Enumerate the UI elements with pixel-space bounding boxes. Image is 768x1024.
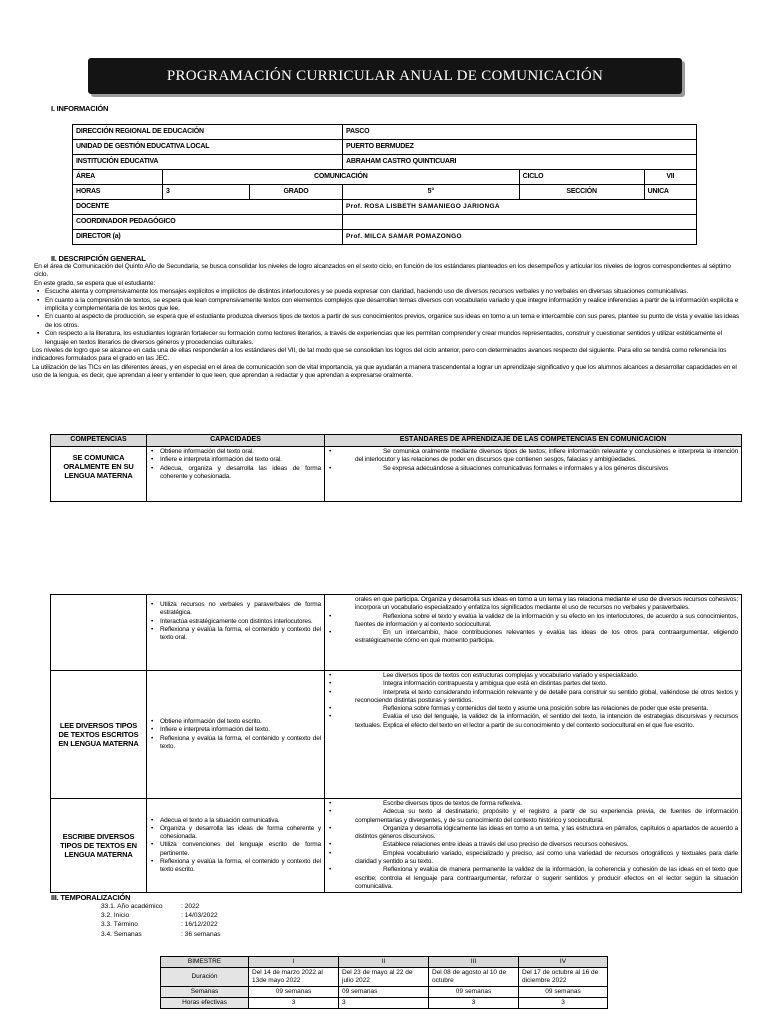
item-value: : 36 semanas	[181, 930, 221, 938]
list-item: • Reflexiona sobre el texto y evalúa la validez de la información y su efecto en los interlocutores, de acuerdo a sus conocimientos, fuentes de información y al contexto sociocultural.	[355, 613, 738, 630]
intro-paragraph: En el área de Comunicación del Quinto Año de Secundaria, se busca consolidar los niveles de logro alcanzados en el sexto ciclo, en función de los estándares planteados en los desempeños y articular los niveles de logros correspondientes al séptimo ciclo.	[34, 263, 731, 279]
list-item: • Infiere e interpreta información del texto.	[150, 726, 321, 734]
dre-label: DIRECCIÓN REGIONAL DE EDUCACIÓN	[73, 125, 343, 140]
grado-label: GRADO	[250, 185, 343, 200]
semanas-cell: 09 semanas	[339, 987, 429, 998]
list-item: • Obtiene información del texto oral.	[150, 448, 321, 456]
header-bim-4: IV	[519, 957, 608, 968]
capacities-cell	[147, 671, 325, 799]
list-item: • Reflexiona y evalúa de manera permanente la validez de la información, la coherencia y cohesión de las ideas en el texto que escribe; controla el lenguaje para contraargumentar, reforzar o sugerir sentidos y producir efectos en el lector según la situación comunicativa.	[355, 866, 738, 891]
ciclo-value: VII	[644, 170, 696, 185]
list-item	[101, 930, 221, 939]
header-bim-3: III	[429, 957, 519, 968]
item-key: 3.4. Semanas	[101, 930, 142, 938]
list-item: • Reflexiona y evalúa la forma, el contenido y contexto del texto escrito.	[150, 858, 321, 875]
section-1-heading: I. INFORMACIÓN	[51, 104, 109, 113]
list-item: • Establece relaciones entre ideas a través del uso preciso de diversos recursos cohesivos.	[355, 841, 738, 849]
director-label: DIRECTOR (a)	[73, 230, 343, 245]
list-item: • Adecua, organiza y desarrolla las ideas de forma coherente y cohesionada.	[150, 465, 321, 482]
page-title: PROGRAMACIÓN CURRICULAR ANUAL DE COMUNICACIÓN	[166, 68, 604, 84]
header-estandares: ESTÁNDARES DE APRENDIZAJE DE LAS COMPETENCIAS EN COMUNICACIÓN	[325, 435, 742, 447]
ugel-label: UNIDAD DE GESTIÓN EDUCATIVA LOCAL	[73, 140, 343, 155]
list-item: • Evalúa el uso del lenguaje, la validez de la información, el sentido del texto, la intención de estrategias discursivas y recursos textuales. Explica el efecto del texto en el lector a partir de su conocimiento y del contexto sociocultural en el que fue escrito.	[355, 713, 738, 730]
standards-cell	[325, 799, 742, 893]
item-key: 33.1. Año académico	[101, 903, 163, 910]
horas-cell: 3	[249, 998, 339, 1009]
competencies-table-part2	[50, 594, 742, 893]
item-key: 3.3. Término	[101, 921, 138, 929]
list-item: • Lee diversos tipos de textos con estructuras complejas y vocabulario variado y especializado.	[355, 672, 738, 680]
bimestre-table	[160, 956, 608, 1009]
list-item: orales en que participa. Organiza y desarrolla sus ideas en torno a un tema y las relaciona mediante el uso de diversos recursos cohesivos; incorpora un vocabulario especializado y enfatiza los significados mediante el uso de recursos no verbales y paraverbales.	[355, 596, 738, 612]
duracion-cell: Del 23 de mayo al 22 de julio 2022	[339, 968, 429, 987]
list-item: • Reflexiona y evalúa la forma, el contenido y contexto del texto.	[150, 735, 321, 752]
duracion-cell: Del 14 de marzo 2022 al 13de mayo 2022	[249, 968, 339, 987]
horas-cell: 3	[339, 998, 429, 1009]
seccion-label: SECCIÓN	[519, 185, 644, 200]
duracion-label: Duración	[161, 968, 249, 987]
section-2-heading: II. DESCRIPCIÓN GENERAL	[51, 254, 146, 263]
competency-escribe: ESCRIBE DIVERSOS TIPOS DE TEXTOS EN LENGUA MATERNA	[51, 799, 147, 893]
header-bim-2: II	[339, 957, 429, 968]
list-item: ▪ Escuche atenta y comprensivamente los mensajes explícitos e implícitos de distintos interlocutores y se pueda expresar con claridad, haciendo uso de diversos recursos verbales y no verbales en diversas situaciones comunicativas.	[34, 288, 746, 296]
docente-label: DOCENTE	[73, 200, 343, 215]
dre-value: PASCO	[343, 125, 697, 140]
docente-value: Prof. ROSA LISBETH SAMANIEGO JARIONGA	[343, 200, 697, 215]
list-item: • Interactúa estratégicamente con distintos interlocutores.	[150, 618, 321, 626]
capacities-cell	[147, 595, 325, 671]
horas-cell: 3	[519, 998, 608, 1009]
horas-label: HORAS	[73, 185, 163, 200]
list-item	[101, 902, 221, 911]
list-item: • Obtiene información del texto escrito.	[150, 718, 321, 726]
semanas-cell: 09 semanas	[519, 987, 608, 998]
capacities-cell	[147, 447, 325, 502]
duracion-cell: Del 08 de agosto al 10 de octubre	[429, 968, 519, 987]
list-item	[101, 911, 221, 920]
general-description	[34, 263, 746, 381]
item-key: 3.2. Inicio	[101, 912, 130, 920]
list-item: • Escribe diversos tipos de textos de forma reflexiva.	[355, 800, 738, 808]
outro-paragraph: Los niveles de logro que se alcance en cada una de ellas responderán a los estándares del VII, de tal modo que se consolidan los logros del ciclo anterior, pero con determinados avances respecto del siguiente. Para ello se tendrá como referencia los indicadores formulados para el grado en las JEC.	[32, 347, 727, 363]
list-item	[101, 920, 221, 929]
header-bim-1: I	[249, 957, 339, 968]
info-table	[72, 124, 697, 245]
competencies-table-part1	[50, 434, 742, 502]
list-item: • En un intercambio, hace contribuciones relevantes y evalúa las ideas de los otros para contraargumentar, eligiendo estratégicamente cómo en qué momento participa.	[355, 629, 738, 646]
area-value: COMUNICACIÓN	[163, 170, 520, 185]
list-item: ▪ Con respecto a la literatura, los estudiantes lograrán fortalecer su formación como lectores literarios, a través de experiencias que les permitan comprender y crear mundos representados, construir y cuestionar sentidos y utilizar estéticamente el lenguaje en textos literarios de diversos géneros y procedencias culturales.	[34, 330, 746, 347]
list-item: • Se expresa adecuándose a situaciones comunicativas formales e informales y a los géneros discursivos	[355, 465, 738, 473]
section-3-heading: III. TEMPORALIZACIÓN	[51, 893, 131, 902]
standards-cell	[325, 671, 742, 799]
header-competencias: COMPETENCIAS	[51, 435, 147, 447]
capacities-cell	[147, 799, 325, 893]
area-label: ÁREA	[73, 170, 163, 185]
list-item: • Utiliza convenciones del lenguaje escrito de forma pertinente.	[150, 841, 321, 858]
standards-cell	[325, 595, 742, 671]
competency-lee: LEE DIVERSOS TIPOS DE TEXTOS ESCRITOS EN LENGUA MATERNA	[51, 671, 147, 799]
title-banner	[88, 58, 682, 94]
list-item: • Reflexiona sobre formas y contenidos del texto y asume una posición sobre las relaciones de poder que este presenta.	[355, 705, 738, 713]
temporalization-list	[101, 902, 221, 939]
list-item: • Organiza y desarrolla lógicamente las ideas en torno a un tema, y las estructura en párrafos, capítulos o apartados de acuerdo a distintos géneros discursivos.	[355, 825, 738, 842]
item-value: : 2022	[181, 903, 200, 910]
seccion-value: UNICA	[644, 185, 696, 200]
intro-line: En este grado, se espera que el estudiante:	[34, 279, 156, 287]
list-item: • Interpreta el texto considerando información relevante y de detalle para construir su sentido global, valiéndose de otros textos y reconociendo distintas posturas y sentidos.	[355, 689, 738, 706]
tics-paragraph: La utilización de las TICs en las diferentes áreas, y en especial en el área de comunicación son de vital importancia, ya que ayudarán a manera trascendental a lograr un aprendizaje significativo y que los alumnos alcances a desarrollar capacidades en el uso de la lengua, es decir, que aprendan a leer y entender lo que leen, que aprendan a redactar y que aprendan a expresarse oralmente.	[32, 363, 737, 380]
list-item: • Utiliza recursos no verbales y paraverbales de forma estratégica.	[150, 601, 321, 618]
semanas-label: Semanas	[161, 987, 249, 998]
item-value: : 14/03/2022	[181, 912, 218, 920]
grado-value: 5°	[343, 185, 520, 200]
horas-efectivas-label: Horas efectivas	[161, 998, 249, 1009]
list-item: • Emplea vocabulario variado, especializado y preciso, así como una variedad de recursos ortográficos y textuales para darle claridad y sentido a su texto.	[355, 850, 738, 867]
list-item: • Organiza y desarrolla las ideas de forma coherente y cohesionada.	[150, 825, 321, 842]
expectations-list	[34, 288, 746, 347]
list-item: • Infiere e interpreta información del texto oral.	[150, 456, 321, 464]
item-value: : 16/12/2022	[181, 921, 218, 929]
list-item: ▪ En cuanto al aspecto de producción, se espera que el estudiante produzca diversos tipos de textos a partir de sus conocimientos previos, organice sus ideas en torno a un tema e intercambie con sus pares, plantee su punto de vista y evalúe las ideas de los otros.	[34, 313, 746, 330]
standards-cell	[325, 447, 742, 502]
header-bimestre: BIMESTRE	[161, 957, 249, 968]
list-item: • Se comunica oralmente mediante diversos tipos de textos; infiere información relevante y conclusiones e interpreta la intención del interlocutor y las relaciones de poder en discursos que contienen sesgos, falacias y ambigüedades.	[355, 448, 738, 465]
list-item: • Integra información contrapuesta y ambigua que está en distintas partes del texto.	[355, 680, 738, 688]
horas-cell: 3	[429, 998, 519, 1009]
list-item: • Adecua su texto al destinatario, propósito y el registro a partir de su experiencia previa, de fuentes de información complementarias y divergentes, y de su conocimiento del contexto histórico y sociocultural.	[355, 808, 738, 825]
horas-value: 3	[163, 185, 250, 200]
semanas-cell: 09 semanas	[429, 987, 519, 998]
semanas-cell: 09 semanas	[249, 987, 339, 998]
ciclo-label: CICLO	[519, 170, 644, 185]
list-item: • Reflexiona y evalúa la forma, el contenido y contexto del texto oral.	[150, 626, 321, 643]
director-value: Prof. MILCA SAMAR POMAZONGO	[343, 230, 697, 245]
competency-oral: SE COMUNICA ORALMENTE EN SU LENGUA MATERNA	[51, 447, 147, 502]
list-item: ▪ En cuanto a la comprensión de textos, se espera que lean comprensivamente textos con elementos complejos que desarrollan temas diversos con vocabulario variado y que integre información y realice inferencias a partir de la información explícita e implícita y complementaria de los textos que lee.	[34, 297, 746, 314]
duracion-cell: Del 17 de octubre al 16 de diciembre 2022	[519, 968, 608, 987]
ie-label: INSTITUCIÓN EDUCATIVA	[73, 155, 343, 170]
coord-label: COORDINADOR PEDAGÓGICO	[73, 215, 343, 230]
ugel-value: PUERTO BERMUDEZ	[343, 140, 697, 155]
header-capacidades: CAPACIDADES	[147, 435, 325, 447]
ie-value: ABRAHAM CASTRO QUINTICUARI	[343, 155, 697, 170]
list-item: • Adecua el texto a la situación comunicativa.	[150, 817, 321, 825]
coord-value	[343, 215, 697, 230]
competency-oral-continued	[51, 595, 147, 671]
